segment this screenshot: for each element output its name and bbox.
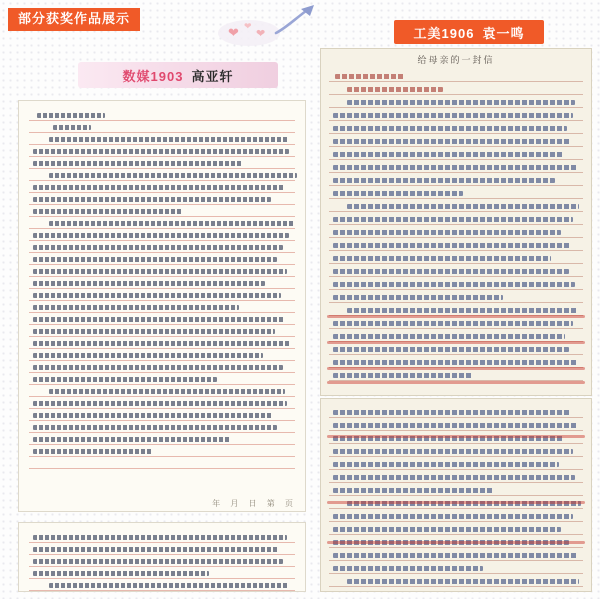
highlight-underline [327,381,585,384]
heart-icon: ❤ [256,28,266,40]
handwritten-essay-page-2 [320,398,592,592]
header-decoration [210,2,320,54]
right-class-number: 工美1906 [413,25,475,41]
essay-title: 给母亲的一封信 [417,55,495,65]
right-student-name: 袁一鸣 [482,25,525,41]
page-title-banner: 部分获奖作品展示 [8,8,140,31]
highlight-underline [327,541,585,544]
left-column-heading [78,62,278,88]
highlight-underline [327,367,585,370]
heart-icon: ❤ [244,21,252,31]
heart-icon: ❤ [228,25,239,40]
handwritten-letter-page-1 [18,100,306,512]
left-student-name: 高亚轩 [191,68,234,84]
letter-lines-2 [19,523,305,591]
highlight-underline [327,501,585,504]
handwritten-essay-page-1 [320,48,592,396]
letter-page-footer: 年 月 日 第 页 [212,499,297,508]
right-column-heading [394,20,544,44]
left-class-number: 数媒1903 [122,68,184,84]
highlight-underline [327,315,585,318]
highlight-underline [327,341,585,344]
letter-lines [19,101,305,511]
highlight-underline [327,435,585,438]
handwritten-letter-page-2 [18,522,306,592]
curved-arrow-icon [274,2,320,36]
essay-lines-2 [321,399,591,591]
